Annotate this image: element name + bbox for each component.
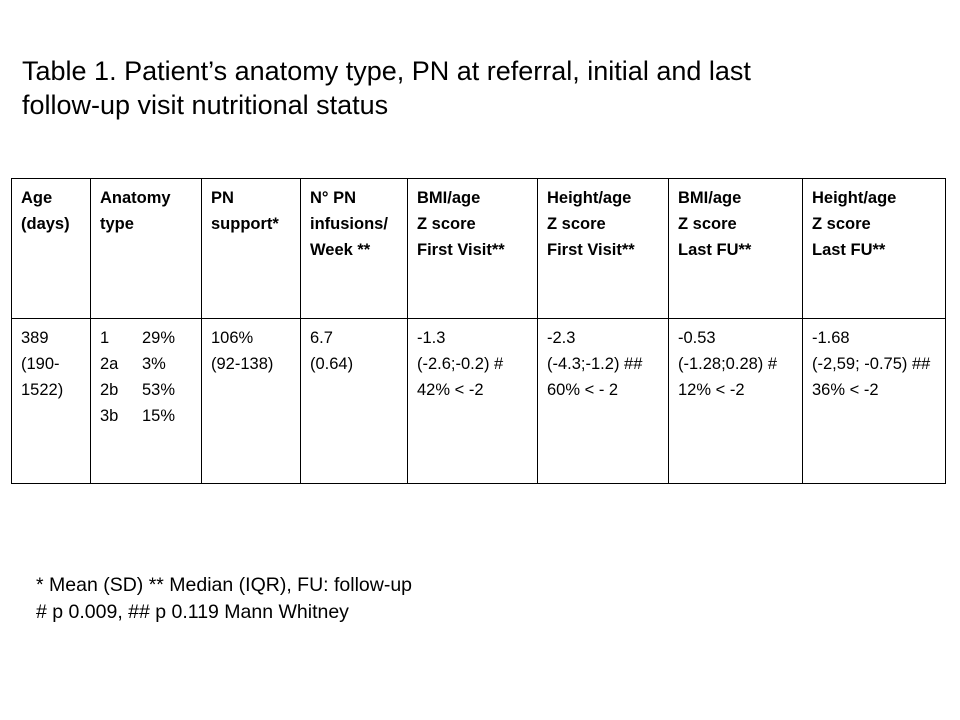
cell-height-first: [538, 319, 669, 484]
cell-anatomy: [91, 319, 202, 484]
cell-text: -1.68: [812, 329, 850, 347]
header-text: Z score: [547, 215, 606, 233]
anatomy-item: [100, 377, 201, 403]
cell-text: 389: [21, 329, 49, 347]
cell-text: (0.64): [310, 355, 354, 373]
cell-text: (92-138): [211, 355, 274, 373]
header-text: Age: [21, 189, 53, 207]
cell-infusions: [301, 319, 408, 484]
anatomy-code: 3b: [100, 407, 119, 425]
anatomy-pct: 29%: [142, 329, 176, 347]
table-title: [22, 54, 922, 122]
cell-text: -1.3: [417, 329, 446, 347]
header-text: Z score: [417, 215, 476, 233]
header-pn-support: [202, 179, 301, 319]
header-age: [12, 179, 91, 319]
cell-text: (-2,59; -0.75) ##: [812, 355, 931, 373]
cell-text: 106%: [211, 329, 254, 347]
header-height-last: [803, 179, 946, 319]
header-text: Z score: [678, 215, 737, 233]
header-bmi-last: [669, 179, 803, 319]
cell-text: 36% < -2: [812, 381, 879, 399]
header-text: Z score: [812, 215, 871, 233]
patient-table: [11, 178, 946, 484]
header-text: N° PN: [310, 189, 357, 207]
header-text: support*: [211, 215, 279, 233]
header-text: PN: [211, 189, 234, 207]
cell-text: -0.53: [678, 329, 716, 347]
cell-text: 42% < -2: [417, 381, 484, 399]
header-text: First Visit**: [547, 241, 635, 259]
header-anatomy: [91, 179, 202, 319]
cell-text: (-2.6;-0.2) #: [417, 355, 504, 373]
cell-text: 1522): [21, 381, 64, 399]
header-bmi-first: [408, 179, 538, 319]
header-text: BMI/age: [678, 189, 742, 207]
data-row: [12, 319, 946, 484]
header-text: First Visit**: [417, 241, 505, 259]
anatomy-item: [100, 403, 201, 429]
footnote-line-1: * Mean (SD) ** Median (IQR), FU: follow-up: [36, 574, 413, 596]
footnote: [36, 572, 412, 626]
anatomy-item: [100, 351, 201, 377]
title-line-1: Table 1. Patient’s anatomy type, PN at referral, initial and last: [22, 56, 751, 86]
cell-height-last: [803, 319, 946, 484]
anatomy-code: 1: [100, 329, 110, 347]
anatomy-code: 2b: [100, 381, 119, 399]
cell-text: 60% < - 2: [547, 381, 619, 399]
header-text: Anatomy: [100, 189, 171, 207]
anatomy-pct: 15%: [142, 407, 176, 425]
header-text: BMI/age: [417, 189, 481, 207]
header-text: Last FU**: [678, 241, 752, 259]
header-text: (days): [21, 215, 70, 233]
footnote-line-2: # p 0.009, ## p 0.119 Mann Whitney: [36, 601, 349, 623]
cell-text: 12% < -2: [678, 381, 745, 399]
header-text: type: [100, 215, 134, 233]
title-line-2: follow-up visit nutritional status: [22, 90, 389, 120]
header-height-first: [538, 179, 669, 319]
cell-text: (-4.3;-1.2) ##: [547, 355, 643, 373]
header-text: Height/age: [812, 189, 897, 207]
cell-pn-support: [202, 319, 301, 484]
anatomy-pct: 53%: [142, 381, 176, 399]
anatomy-item: [100, 325, 201, 351]
header-text: Week **: [310, 241, 371, 259]
header-text: Height/age: [547, 189, 632, 207]
cell-text: (-1.28;0.28) #: [678, 355, 778, 373]
cell-bmi-first: [408, 319, 538, 484]
header-row: [12, 179, 946, 319]
cell-text: (190-: [21, 355, 60, 373]
header-text: Last FU**: [812, 241, 886, 259]
cell-bmi-last: [669, 319, 803, 484]
cell-text: 6.7: [310, 329, 333, 347]
cell-age: [12, 319, 91, 484]
anatomy-pct: 3%: [142, 355, 166, 373]
anatomy-code: 2a: [100, 355, 119, 373]
cell-text: -2.3: [547, 329, 576, 347]
header-text: infusions/: [310, 215, 388, 233]
header-infusions: [301, 179, 408, 319]
